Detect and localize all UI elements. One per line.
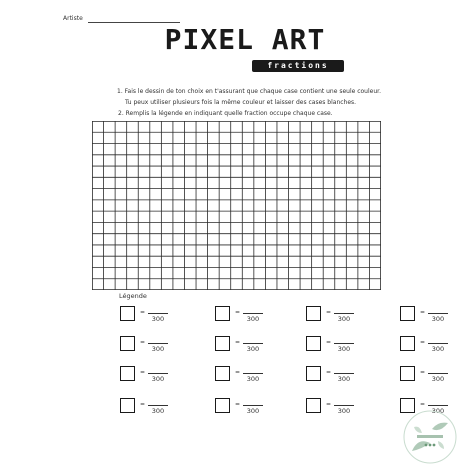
legend-denominator: 300: [337, 345, 351, 353]
legend-equals-sign: =: [140, 309, 146, 316]
legend-fraction-bar[interactable]: [334, 343, 354, 344]
legend-denominator: 300: [246, 345, 260, 353]
legend-color-box[interactable]: [400, 336, 415, 351]
legend-denominator: 300: [337, 375, 351, 383]
legend-color-box[interactable]: [306, 398, 321, 413]
legend-fraction-bar[interactable]: [243, 343, 263, 344]
legend-equals-sign: =: [326, 339, 332, 346]
artist-label: Artiste: [63, 15, 83, 22]
legend-fraction-bar[interactable]: [148, 405, 168, 406]
legend-fraction-bar[interactable]: [334, 405, 354, 406]
legend-denominator: 300: [431, 375, 445, 383]
legend-denominator: 300: [246, 375, 260, 383]
legend-color-box[interactable]: [215, 398, 230, 413]
legend-color-box[interactable]: [215, 306, 230, 321]
legend-color-box[interactable]: [400, 306, 415, 321]
instruction-1-continued: Tu peux utiliser plusieurs fois la même couleur et laisser des cases blanches.: [125, 99, 357, 106]
legend-denominator: 300: [151, 315, 165, 323]
legend-equals-sign: =: [235, 339, 241, 346]
legend-equals-sign: =: [140, 401, 146, 408]
legend-item: [120, 398, 186, 418]
legend-denominator: 300: [151, 407, 165, 415]
legend-item: [215, 366, 281, 386]
legend-fraction-bar[interactable]: [334, 373, 354, 374]
legend-color-box[interactable]: [120, 306, 135, 321]
legend-fraction-bar[interactable]: [148, 343, 168, 344]
legend-equals-sign: =: [140, 339, 146, 346]
legend-equals-sign: =: [140, 369, 146, 376]
legend-item: [400, 366, 466, 386]
legend-equals-sign: =: [235, 369, 241, 376]
legend-item: [215, 398, 281, 418]
legend-item: [306, 306, 372, 326]
legend-denominator: 300: [431, 315, 445, 323]
legend-fraction-bar[interactable]: [243, 405, 263, 406]
legend-fraction-bar[interactable]: [148, 373, 168, 374]
legend-denominator: 300: [337, 407, 351, 415]
legend-equals-sign: =: [235, 309, 241, 316]
legend-fraction-bar[interactable]: [428, 313, 448, 314]
legend-color-box[interactable]: [306, 306, 321, 321]
legend-color-box[interactable]: [306, 366, 321, 381]
legend-fraction-bar[interactable]: [243, 313, 263, 314]
legend-denominator: 300: [151, 345, 165, 353]
legend-item: [306, 398, 372, 418]
legend-item: [120, 336, 186, 356]
legend-equals-sign: =: [420, 369, 426, 376]
legend-item: [400, 336, 466, 356]
instruction-2: 2. Remplis la légende en indiquant quelle fraction occupe chaque case.: [118, 110, 333, 117]
legend-title: Légende: [119, 292, 147, 300]
legend-item: [215, 336, 281, 356]
legend-item: [306, 366, 372, 386]
pixel-grid[interactable]: [92, 121, 381, 290]
legend-denominator: 300: [151, 375, 165, 383]
legend-fraction-bar[interactable]: [428, 405, 448, 406]
legend-color-box[interactable]: [215, 336, 230, 351]
legend-item: [400, 306, 466, 326]
legend-color-box[interactable]: [120, 366, 135, 381]
legend-fraction-bar[interactable]: [428, 343, 448, 344]
legend-equals-sign: =: [326, 369, 332, 376]
legend-color-box[interactable]: [215, 366, 230, 381]
instruction-1: 1. Fais le dessin de ton choix en t'assurant que chaque case contient une seule couleur.: [117, 88, 381, 95]
brand-logo-icon: [400, 407, 460, 467]
legend-color-box[interactable]: [120, 336, 135, 351]
legend-denominator: 300: [246, 407, 260, 415]
legend-color-box[interactable]: [306, 336, 321, 351]
legend-item: [120, 366, 186, 386]
legend-equals-sign: =: [326, 401, 332, 408]
page-title: PIXEL ART: [164, 23, 326, 56]
legend-fraction-bar[interactable]: [428, 373, 448, 374]
legend-denominator: 300: [431, 345, 445, 353]
legend-equals-sign: =: [235, 401, 241, 408]
legend-equals-sign: =: [420, 309, 426, 316]
legend-item: [306, 336, 372, 356]
legend-fraction-bar[interactable]: [148, 313, 168, 314]
legend-equals-sign: =: [420, 339, 426, 346]
legend-fraction-bar[interactable]: [243, 373, 263, 374]
legend-denominator: 300: [337, 315, 351, 323]
legend-color-box[interactable]: [120, 398, 135, 413]
legend-fraction-bar[interactable]: [334, 313, 354, 314]
legend-item: [215, 306, 281, 326]
pixel-grid-svg[interactable]: [92, 121, 381, 290]
legend-color-box[interactable]: [400, 366, 415, 381]
legend-equals-sign: =: [420, 401, 426, 408]
legend-item: [120, 306, 186, 326]
legend-denominator: 300: [246, 315, 260, 323]
legend-denominator: 300: [431, 407, 445, 415]
legend-equals-sign: =: [326, 309, 332, 316]
page-subtitle: fractions: [252, 60, 344, 72]
